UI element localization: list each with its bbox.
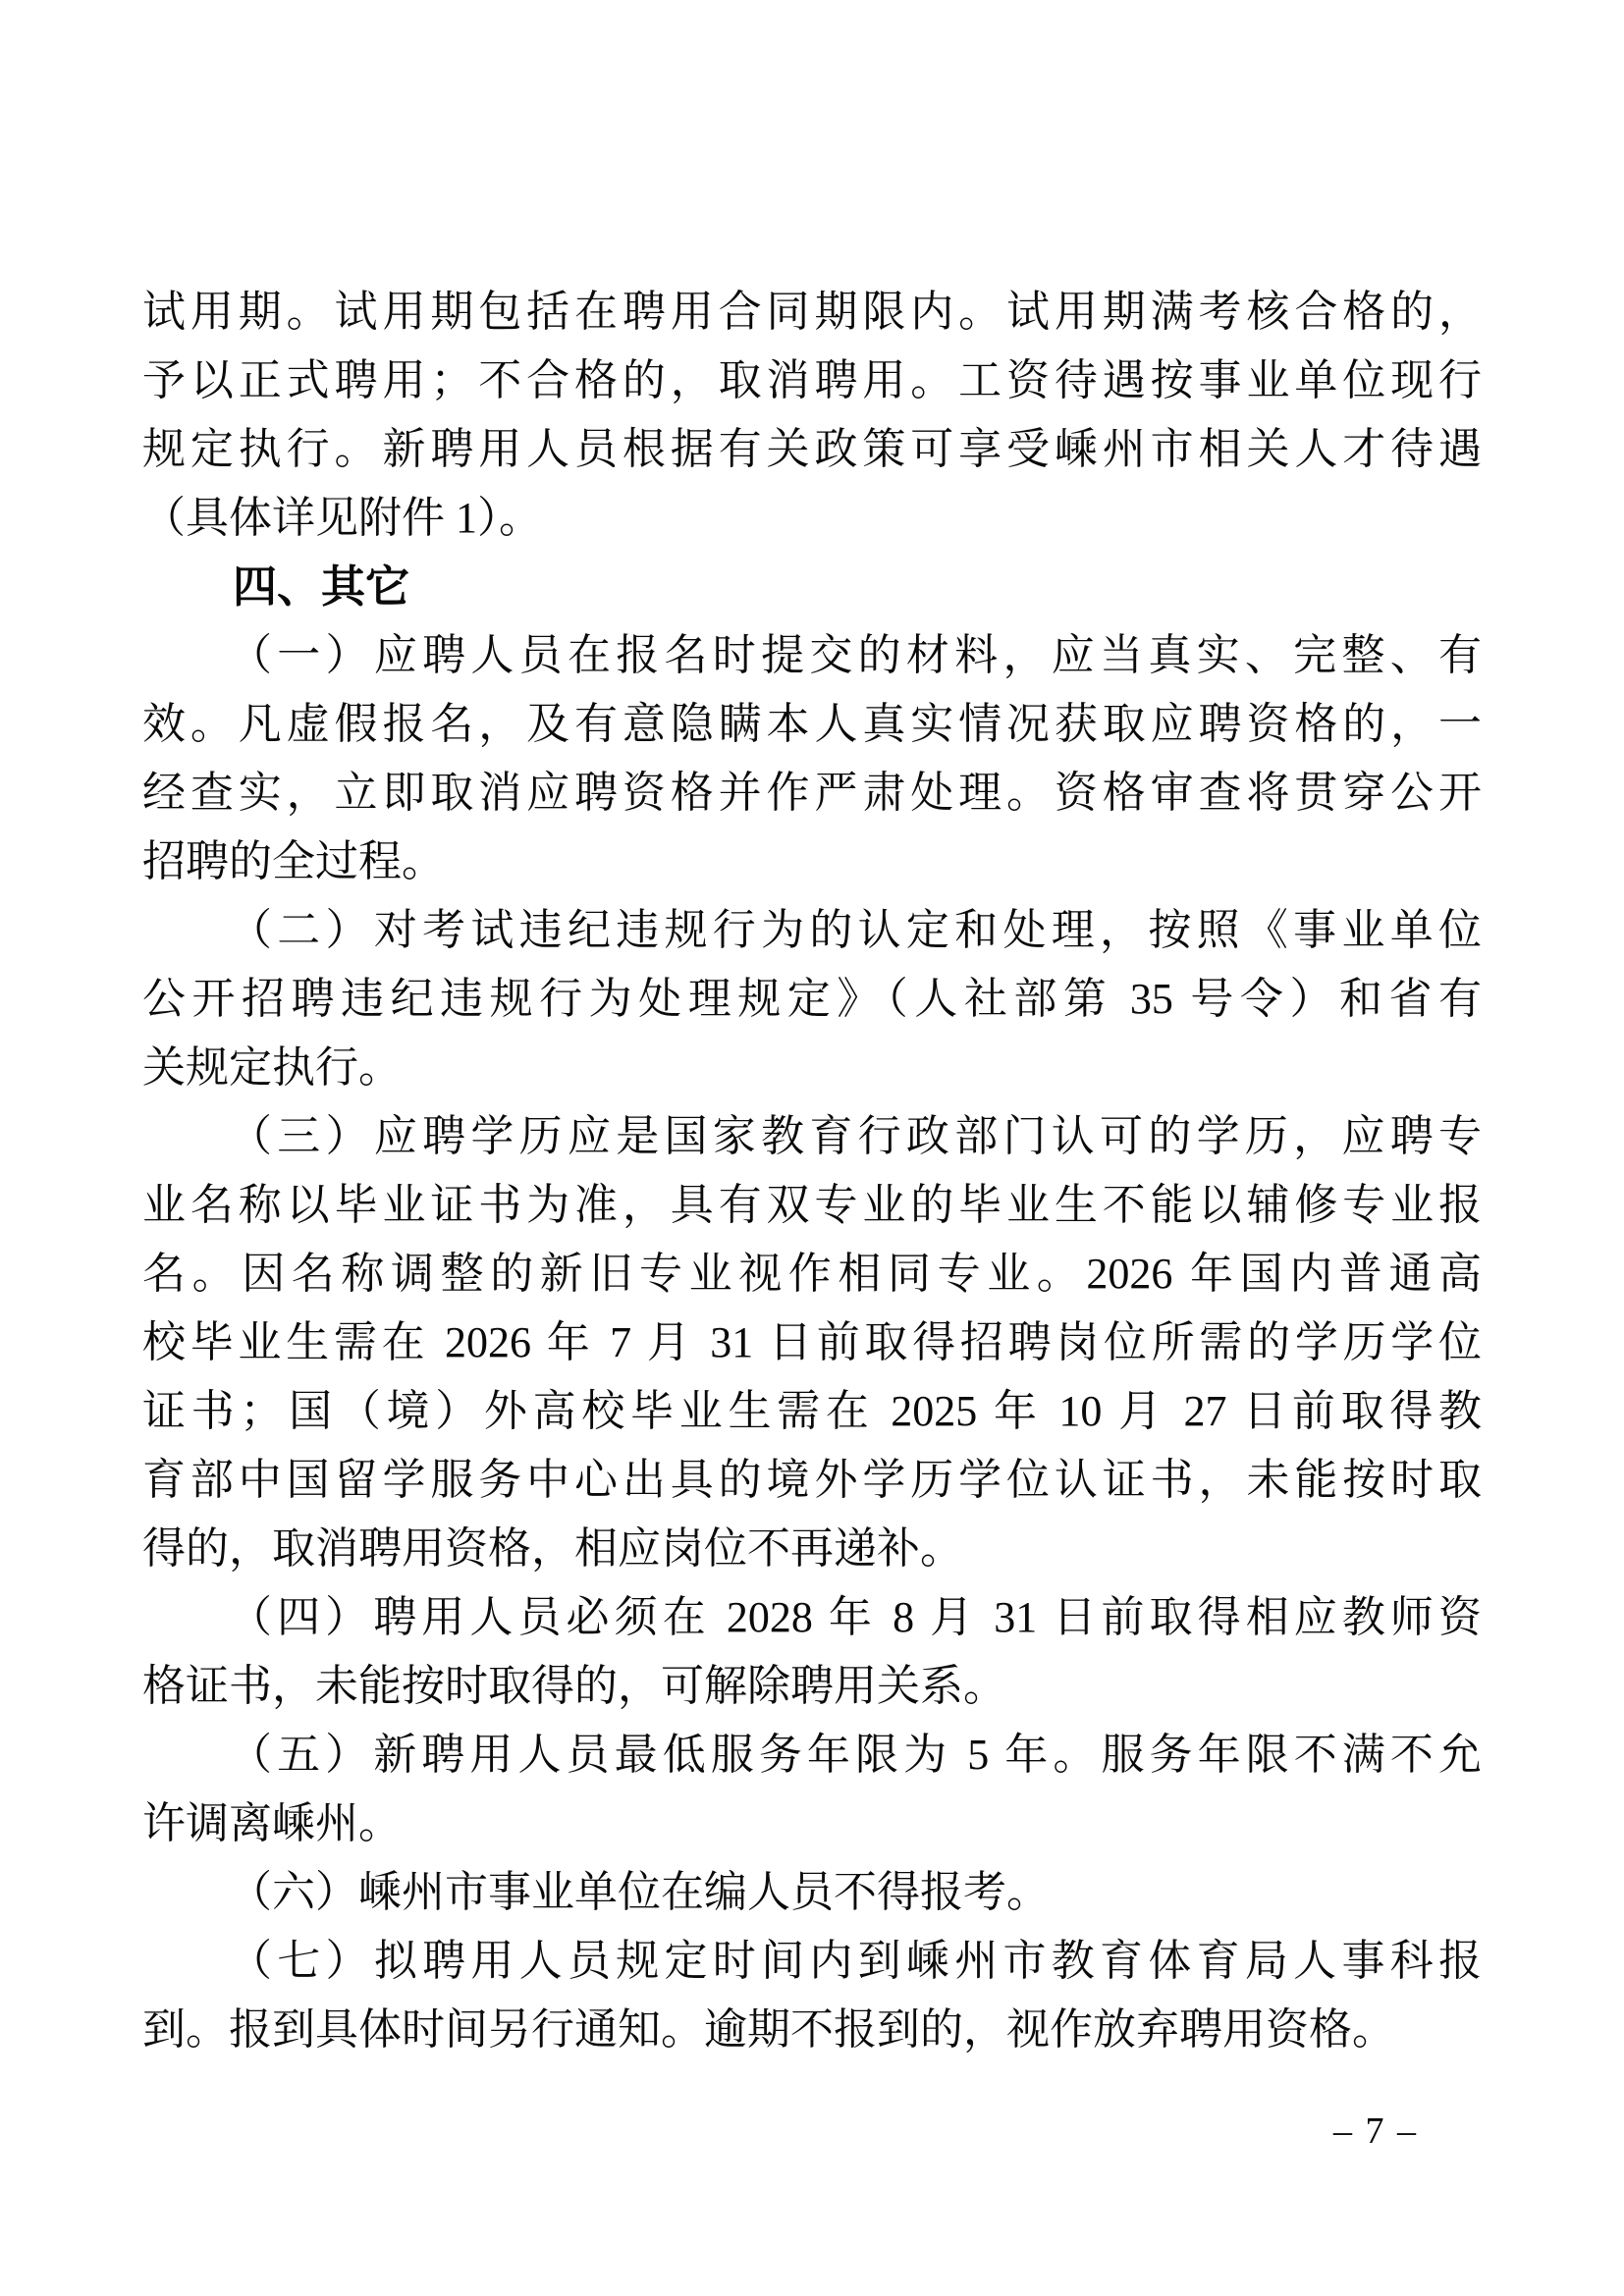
text-line: 公开招聘违纪违规行为处理规定》（人社部第 35 号令）和省有 (142, 975, 1482, 1023)
text-line: 招聘的全过程。 (142, 837, 445, 885)
text-line: 效。凡虚假报名，及有意隐瞒本人真实情况获取应聘资格的，一 (142, 700, 1482, 748)
text-line: 到。报到具体时间另行通知。逾期不报到的，视作放弃聘用资格。 (142, 2005, 1395, 2054)
text-line: （具体详见附件 1）。 (142, 494, 542, 542)
text-line: 予以正式聘用；不合格的，取消聘用。工资待遇按事业单位现行 (142, 356, 1482, 404)
text-line: 业名称以毕业证书为准，具有双专业的毕业生不能以辅修专业报 (142, 1181, 1482, 1229)
text-line: 经查实，立即取消应聘资格并作严肃处理。资格审查将贯穿公开 (142, 769, 1482, 817)
text-line: （一）应聘人员在报名时提交的材料，应当真实、完整、有 (229, 631, 1482, 679)
text-line: 名。因名称调整的新旧专业视作相同专业。2026 年国内普通高 (142, 1250, 1482, 1298)
page-number: – 7 – (1333, 2110, 1418, 2152)
text-line: 格证书，未能按时取得的，可解除聘用关系。 (142, 1662, 1006, 1710)
text-line: （二）对考试违纪违规行为的认定和处理，按照《事业单位 (229, 906, 1482, 954)
text-line: 校毕业生需在 2026 年 7 月 31 日前取得招聘岗位所需的学历学位 (142, 1318, 1482, 1366)
section-heading: 四、其它 (233, 561, 410, 612)
text-line: （六）嵊州市事业单位在编人员不得报考。 (229, 1868, 1050, 1916)
text-line: 关规定执行。 (142, 1043, 402, 1092)
text-line: 证书；国（境）外高校毕业生需在 2025 年 10 月 27 日前取得教 (142, 1387, 1482, 1435)
text-line: （三）应聘学历应是国家教育行政部门认可的学历，应聘专 (229, 1112, 1482, 1160)
text-line: 试用期。试用期包括在聘用合同期限内。试用期满考核合格的， (142, 288, 1482, 336)
text-line: （四）聘用人员必须在 2028 年 8 月 31 日前取得相应教师资 (229, 1593, 1482, 1641)
document-content (142, 278, 1482, 2064)
text-line: 许调离嵊州。 (142, 1799, 402, 1847)
text-line: （五）新聘用人员最低服务年限为 5 年。服务年限不满不允 (229, 1731, 1482, 1779)
text-line: 得的，取消聘用资格，相应岗位不再递补。 (142, 1524, 963, 1573)
text-line: （七）拟聘用人员规定时间内到嵊州市教育体育局人事科报 (229, 1937, 1482, 1985)
text-line: 规定执行。新聘用人员根据有关政策可享受嵊州市相关人才待遇 (142, 425, 1482, 473)
text-line: 育部中国留学服务中心出具的境外学历学位认证书，未能按时取 (142, 1456, 1482, 1504)
